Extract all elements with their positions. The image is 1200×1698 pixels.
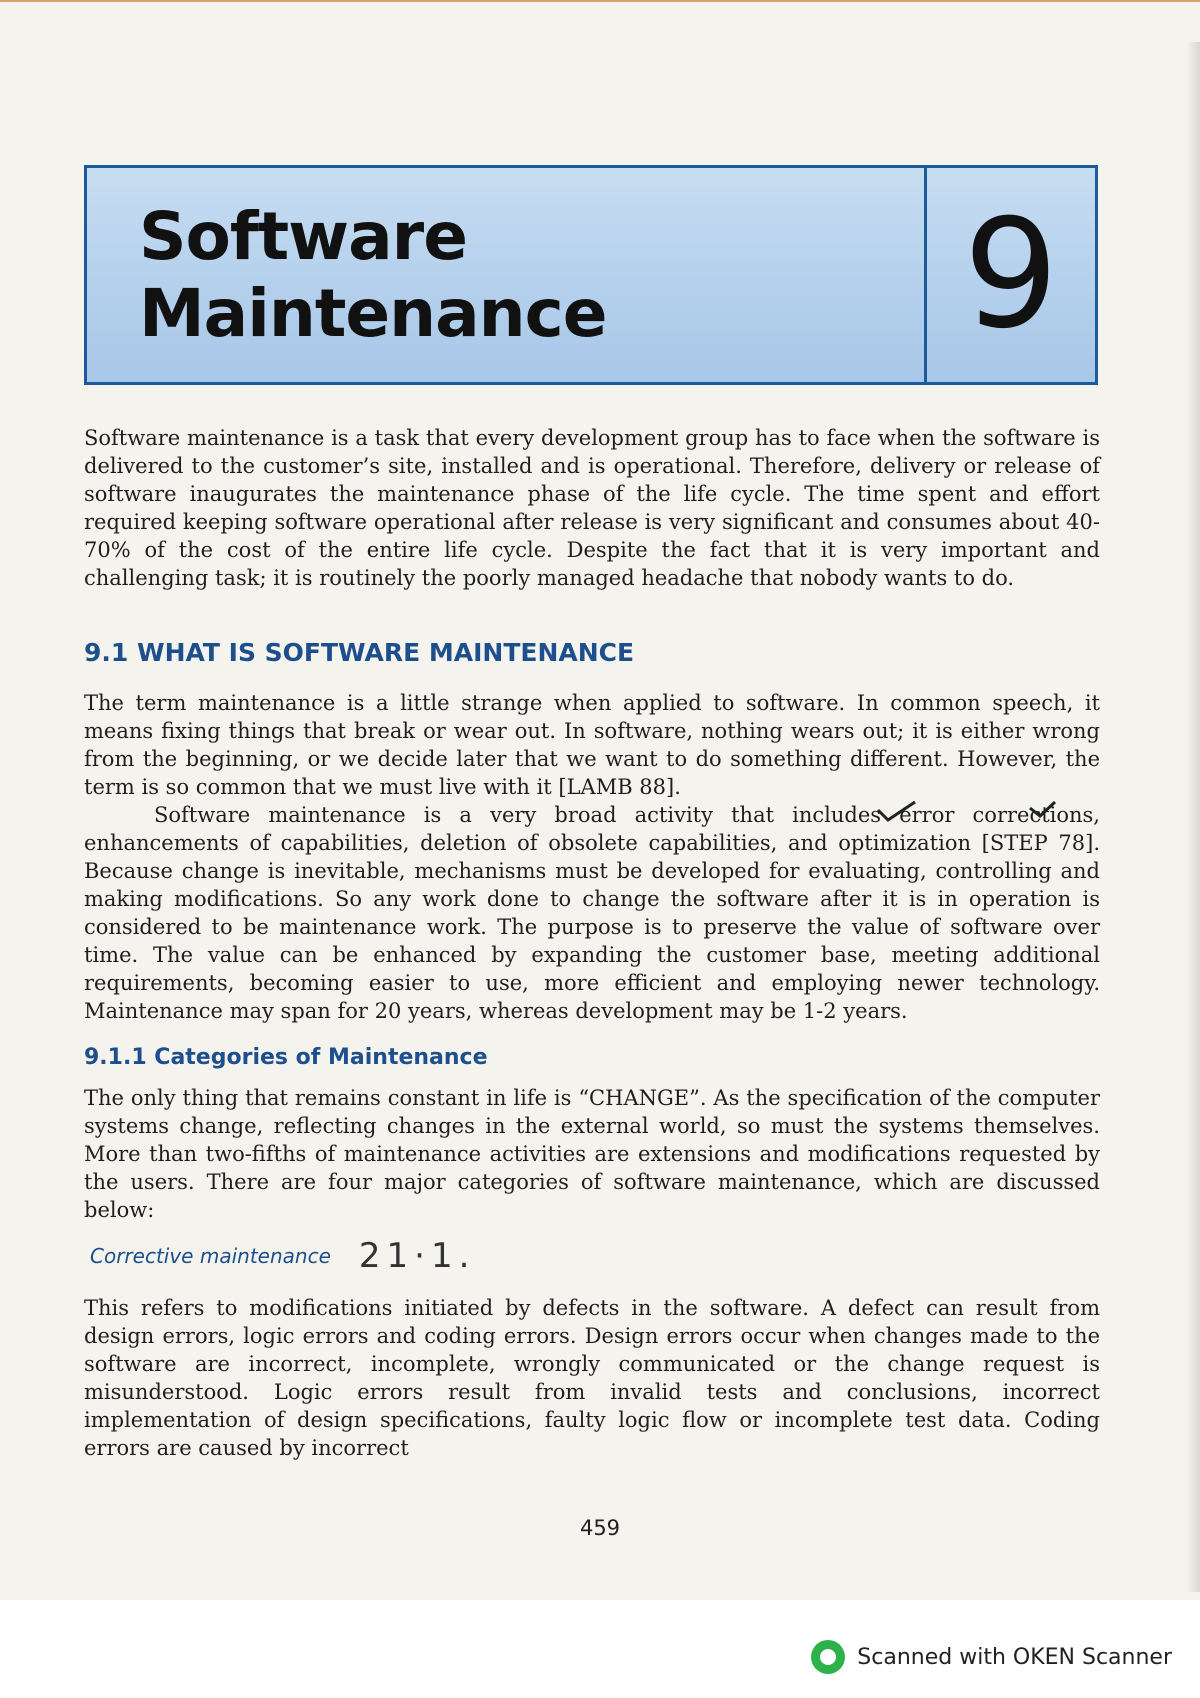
page-number: 459: [579, 1516, 621, 1540]
chapter-number-cell: [924, 168, 1095, 382]
intro-paragraph: Software maintenance is a task that every development group has to face when the software is delivered to the customer’s site, installed and is operational. Therefore, delivery or release of software inaugurates the maintenance phase of the life cycle. The time spent and effort required keeping software operational after release is very significant and consumes about 40-70% of the cost of the entire life cycle. Despite the fact that it is very important and challenging task; it is routinely the poorly managed headache that nobody wants to do.: [84, 426, 1100, 590]
chapter-number: 9: [963, 188, 1059, 362]
chapter-title: Software Maintenance: [139, 198, 607, 352]
scanner-watermark: [811, 1640, 1172, 1674]
corrective-maintenance-paragraph: This refers to modifications initiated by defects in the software. A defect can result from design errors, logic errors and coding errors. Design errors occur when changes made to the software are incorrect, incomplete, wrongly communicated or the change request is misunderstood. Logic errors result from invalid tests and conclusions, incorrect implementation of design specifications, faulty logic flow or incomplete test data. Coding errors are caused by incorrect: [84, 1296, 1100, 1460]
section-heading-9-1: 9.1 WHAT IS SOFTWARE MAINTENANCE: [84, 638, 635, 667]
section-heading-9-1-1: 9.1.1 Categories of Maintenance: [84, 1045, 488, 1070]
handwritten-note: 21·1.: [358, 1236, 476, 1276]
page-edge-shadow: [1186, 42, 1200, 1592]
scanner-text: Scanned with OKEN Scanner: [857, 1644, 1172, 1670]
chapter-title-cell: [87, 168, 924, 382]
scanner-logo-icon: [811, 1640, 845, 1674]
corrective-maintenance-heading: [90, 1236, 1100, 1276]
chapter-header-banner: [84, 165, 1098, 385]
section-9-1-paragraph-2: Software maintenance is a very broad activity that includes error corrections, enhancements of capabilities, deletion of obsolete capabilities, and optimization [STEP 78]. Because change is inevitable, mechanisms must be developed for evaluating, controlling and making modifications. So any work done to change the software after it is in operation is considered to be maintenance work. The purpose is to preserve the value of software over time. The value can be enhanced by expanding the customer base, meeting additional requirements, becoming easier to use, more efficient and employing newer technology. Maintenance may span for 20 years, whereas development may be 1-2 years.: [84, 803, 1100, 1023]
section-9-1-paragraph-1: The term maintenance is a little strange when applied to software. In common speech, it means fixing things that break or wear out. In software, nothing wears out; it is either wrong from the beginning, or we decide later that we want to do something different. However, the term is so common that we must live with it [LAMB 88].: [84, 691, 1100, 799]
corrective-maintenance-label: Corrective maintenance: [90, 1244, 331, 1268]
section-9-1-1-paragraph: The only thing that remains constant in life is “CHANGE”. As the specification of the computer systems change, reflecting changes in the external world, so must the systems themselves. More than two-fifths of maintenance activities are extensions and modifications requested by the users. There are four major categories of software maintenance, which are discussed below:: [84, 1086, 1100, 1222]
page-content: [84, 424, 1100, 1462]
